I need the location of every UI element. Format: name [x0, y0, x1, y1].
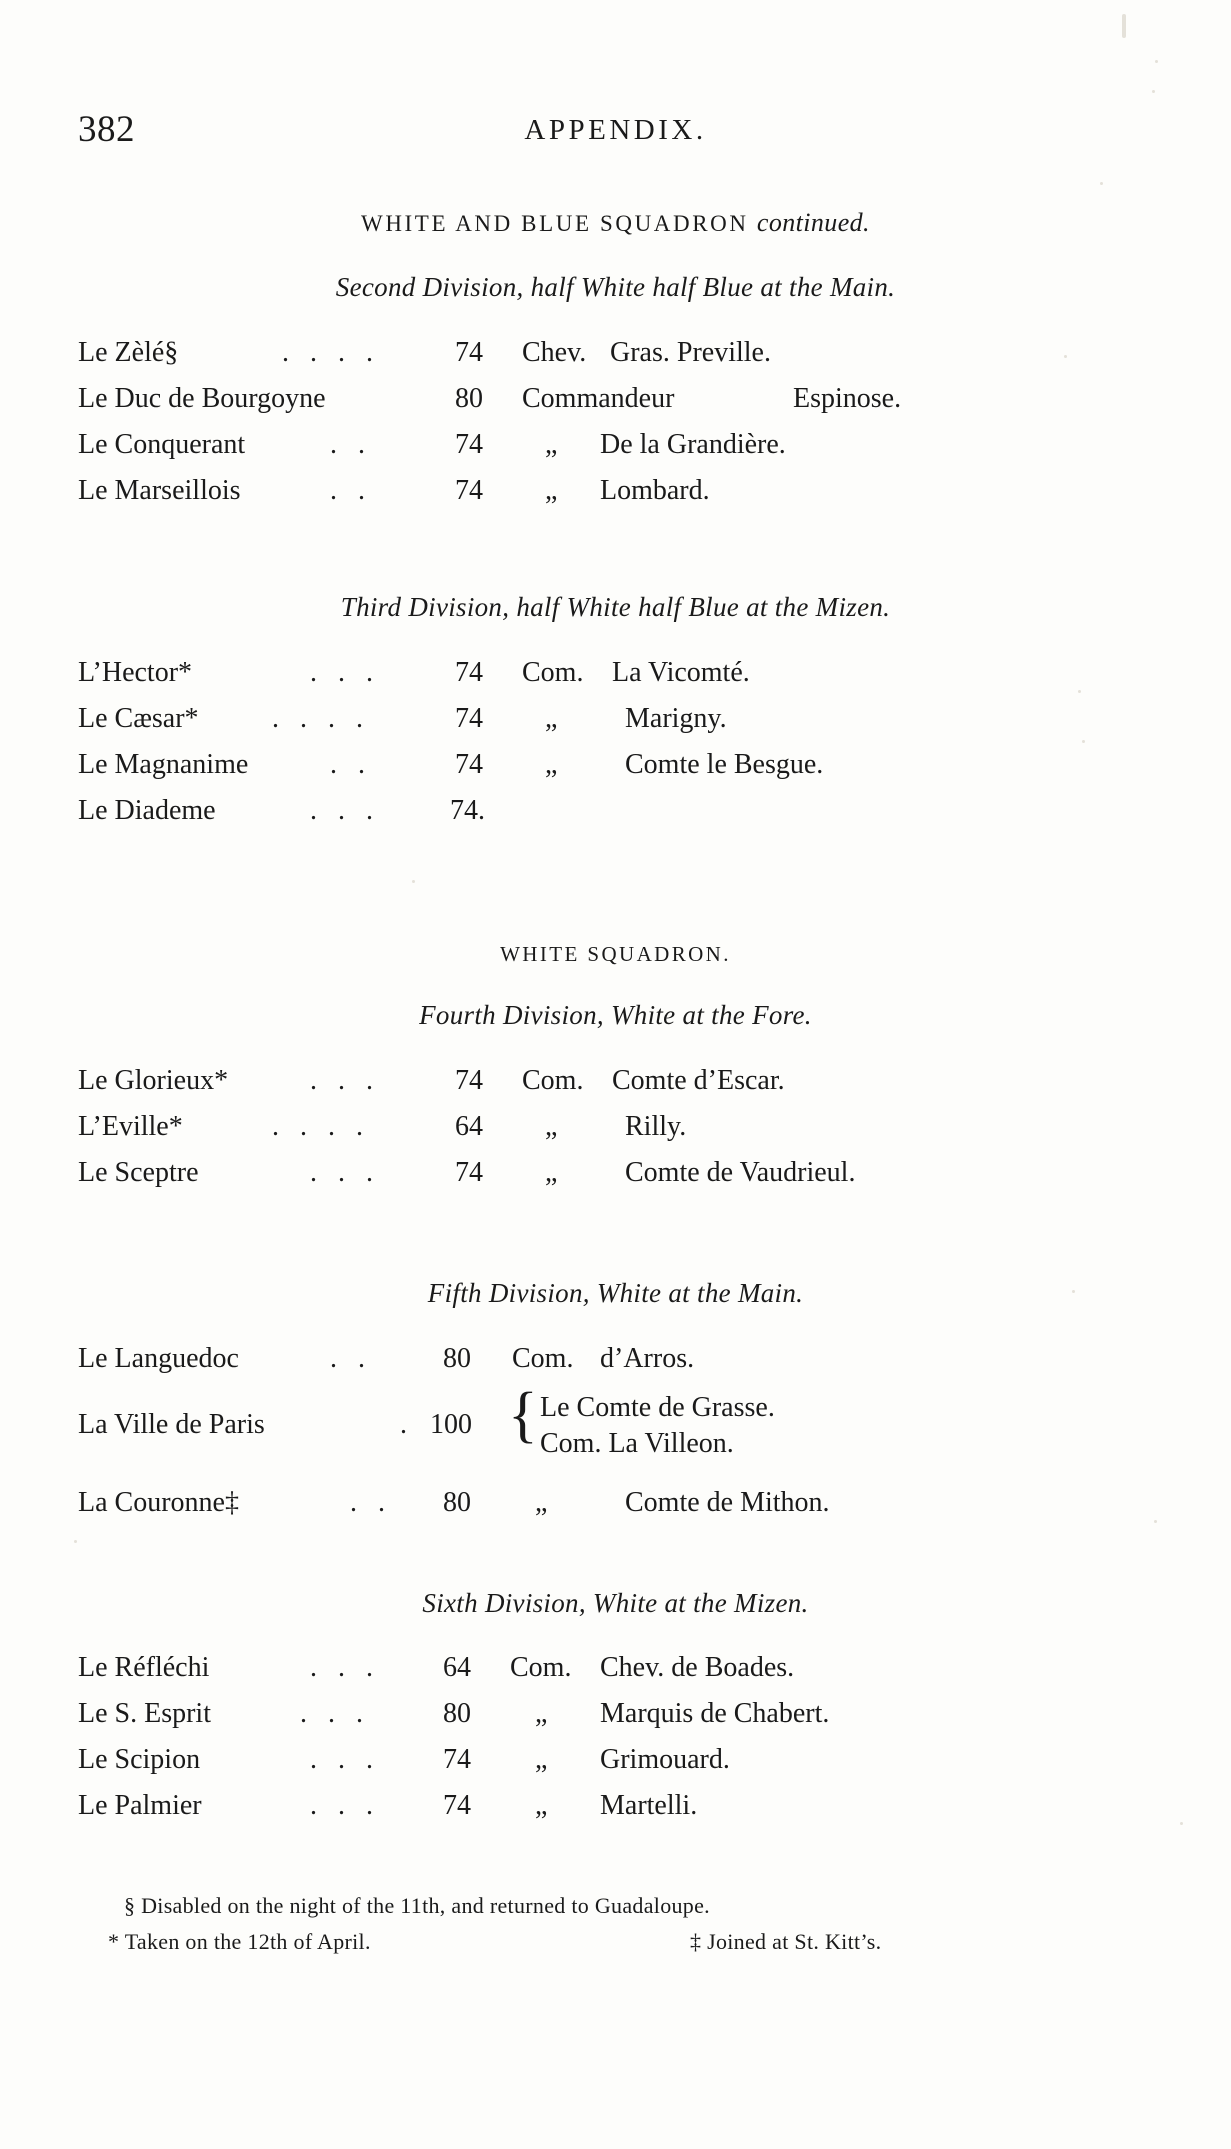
officer-rank: „: [545, 429, 558, 460]
ship-entry: [0, 1691, 1231, 1737]
officer-rank: Com.: [522, 657, 584, 688]
officer-rank: „: [535, 1790, 548, 1821]
gun-count: 64: [443, 1652, 471, 1683]
gun-count: 74: [443, 1790, 471, 1821]
ship-name: Le Duc de Bourgoyne: [78, 383, 326, 414]
gun-count: 74: [443, 1744, 471, 1775]
leader-dots: . . .: [310, 1744, 380, 1775]
officer-name: d’Arros.: [600, 1343, 695, 1374]
division-title-second: Second Division, half White half Blue at the Main.: [335, 272, 896, 302]
ship-name: Le Marseillois: [78, 475, 241, 506]
ship-name: Le Réfléchi: [78, 1652, 210, 1683]
page-number: 382: [78, 109, 135, 150]
ship-name: Le Diademe: [78, 795, 216, 826]
ship-entry: [0, 788, 1231, 834]
gun-count: 74.: [450, 795, 485, 826]
officer-rank: „: [545, 1111, 558, 1142]
gun-count: 74: [455, 337, 483, 368]
officer-name: De la Grandière.: [600, 429, 786, 460]
section-heading-continued: continued.: [756, 208, 870, 237]
ship-entry: [0, 422, 1231, 468]
leader-dots: . . . .: [282, 337, 380, 368]
ship-name: Le Glorieux*: [78, 1065, 229, 1096]
officer-rank: „: [545, 703, 558, 734]
gun-count: 64: [455, 1111, 483, 1142]
officer-name: Martelli.: [600, 1790, 698, 1821]
division-title-fifth: Fifth Division, White at the Main.: [427, 1278, 804, 1308]
ship-entry: [0, 1737, 1231, 1783]
leader-dots: . . . .: [272, 1111, 370, 1142]
gun-count: 80: [443, 1698, 471, 1729]
ship-entry: [0, 1058, 1231, 1104]
division-entries-second: [0, 330, 1231, 514]
ship-name: L’Hector*: [78, 657, 193, 688]
division-title-third: Third Division, half White half Blue at the Mizen.: [340, 592, 891, 622]
ship-name: Le Palmier: [78, 1790, 202, 1821]
ship-entry: [0, 696, 1231, 742]
officer-name: La Vicomté.: [612, 657, 750, 688]
leader-dots: . . .: [300, 1698, 370, 1729]
gun-count: 80: [443, 1343, 471, 1374]
gun-count: 74: [455, 749, 483, 780]
officer-name: Grimouard.: [600, 1744, 730, 1775]
section-heading-main: WHITE SQUADRON.: [500, 942, 731, 966]
leader-dots: . . .: [310, 1652, 380, 1683]
ship-entry: [0, 1480, 1231, 1526]
officer-rank: Chev.: [522, 337, 587, 368]
gun-count: 80: [443, 1487, 471, 1518]
ship-entry: [0, 330, 1231, 376]
footnote-line: [0, 1893, 1231, 1929]
ship-name: Le S. Esprit: [78, 1698, 211, 1729]
leader-dots: . . .: [310, 1790, 380, 1821]
officer-name: Comte de Mithon.: [625, 1487, 830, 1518]
division-title-sixth: Sixth Division, White at the Mizen.: [422, 1588, 809, 1618]
section-heading-white-and-blue-squadron: [0, 208, 1231, 238]
leader-dots: .: [400, 1409, 414, 1440]
officer-name: Marquis de Chabert.: [600, 1698, 830, 1729]
footnote-disabled: § Disabled on the night of the 11th, and returned to Guadaloupe.: [124, 1893, 710, 1918]
section-heading-main: WHITE AND BLUE SQUADRON: [361, 211, 749, 236]
gun-count: 74: [455, 1157, 483, 1188]
division-entries-sixth: [0, 1645, 1231, 1829]
officer-rank: „: [545, 475, 558, 506]
officer-rank: Com.: [510, 1652, 572, 1683]
leader-dots: . .: [330, 429, 372, 460]
leader-dots: . .: [350, 1487, 392, 1518]
ship-entry-braced: [0, 1381, 1231, 1474]
ship-entry: [0, 1783, 1231, 1829]
officer-rank: „: [545, 749, 558, 780]
officer-name: Le Comte de Grasse.: [540, 1392, 775, 1423]
footnote-line: [0, 1929, 1231, 1965]
ship-entry: [0, 1336, 1231, 1382]
ship-name: La Ville de Paris: [78, 1409, 265, 1440]
leader-dots: . . . .: [272, 703, 370, 734]
ship-entry: [0, 376, 1231, 422]
ship-name: Le Sceptre: [78, 1157, 199, 1188]
ship-entry: [0, 468, 1231, 514]
gun-count: 74: [455, 1065, 483, 1096]
division-entries-fourth: [0, 1058, 1231, 1196]
ship-name: Le Magnanime: [78, 749, 249, 780]
ship-name: Le Conquerant: [78, 429, 246, 460]
officer-rank: Com.: [512, 1343, 574, 1374]
ship-entry: [0, 1104, 1231, 1150]
officer-name: Comte de Vaudrieul.: [625, 1157, 856, 1188]
officer-name: Lombard.: [600, 475, 710, 506]
section-heading-white-squadron: [0, 942, 1231, 967]
ship-name: La Couronne‡: [78, 1487, 239, 1518]
ship-name: L’Eville*: [78, 1111, 183, 1142]
leader-dots: . . .: [310, 1157, 380, 1188]
footnote-taken: * Taken on the 12th of April.: [108, 1929, 371, 1954]
officer-name: Gras. Preville.: [610, 337, 771, 368]
brace-glyph: {: [508, 1381, 538, 1449]
officer-rank: Com.: [522, 1065, 584, 1096]
officer-rank: „: [545, 1157, 558, 1188]
leader-dots: . . .: [310, 795, 380, 826]
officer-name: Espinose.: [793, 383, 902, 414]
division-title-fourth: Fourth Division, White at the Fore.: [419, 1000, 812, 1030]
officer-name: Comte d’Escar.: [612, 1065, 785, 1096]
officer-rank: „: [535, 1698, 548, 1729]
officer-name: Comte le Besgue.: [625, 749, 824, 780]
gun-count: 80: [455, 383, 483, 414]
officer-name: Chev. de Boades.: [600, 1652, 795, 1683]
gun-count: 74: [455, 703, 483, 734]
officer-rank: „: [535, 1487, 548, 1518]
officer-name: Rilly.: [625, 1111, 687, 1142]
page-header-title: APPENDIX.: [524, 114, 707, 146]
ship-entry: [0, 1150, 1231, 1196]
gun-count: 74: [455, 429, 483, 460]
ship-name: Le Languedoc: [78, 1343, 239, 1374]
gun-count: 74: [455, 475, 483, 506]
division-entries-fifth: [0, 1336, 1231, 1526]
ship-name: Le Cæsar*: [78, 703, 199, 734]
leader-dots: . .: [330, 749, 372, 780]
gun-count: 74: [455, 657, 483, 688]
officer-rank: Commandeur: [522, 383, 675, 414]
ship-name: Le Zèlé§: [78, 337, 179, 368]
officer-rank: „: [535, 1744, 548, 1775]
footnotes: [0, 1893, 1231, 1965]
officer-name: Com. La Villeon.: [540, 1428, 734, 1459]
ship-entry: [0, 742, 1231, 788]
gun-count: 100: [430, 1409, 472, 1440]
footnote-joined: ‡ Joined at St. Kitt’s.: [690, 1929, 882, 1954]
leader-dots: . . .: [310, 657, 380, 688]
division-entries-third: [0, 650, 1231, 834]
ship-entry: [0, 1645, 1231, 1691]
leader-dots: . . .: [310, 1065, 380, 1096]
officer-name: Marigny.: [625, 703, 727, 734]
leader-dots: . .: [330, 1343, 372, 1374]
leader-dots: . .: [330, 475, 372, 506]
ship-entry: [0, 650, 1231, 696]
ship-name: Le Scipion: [78, 1744, 201, 1775]
